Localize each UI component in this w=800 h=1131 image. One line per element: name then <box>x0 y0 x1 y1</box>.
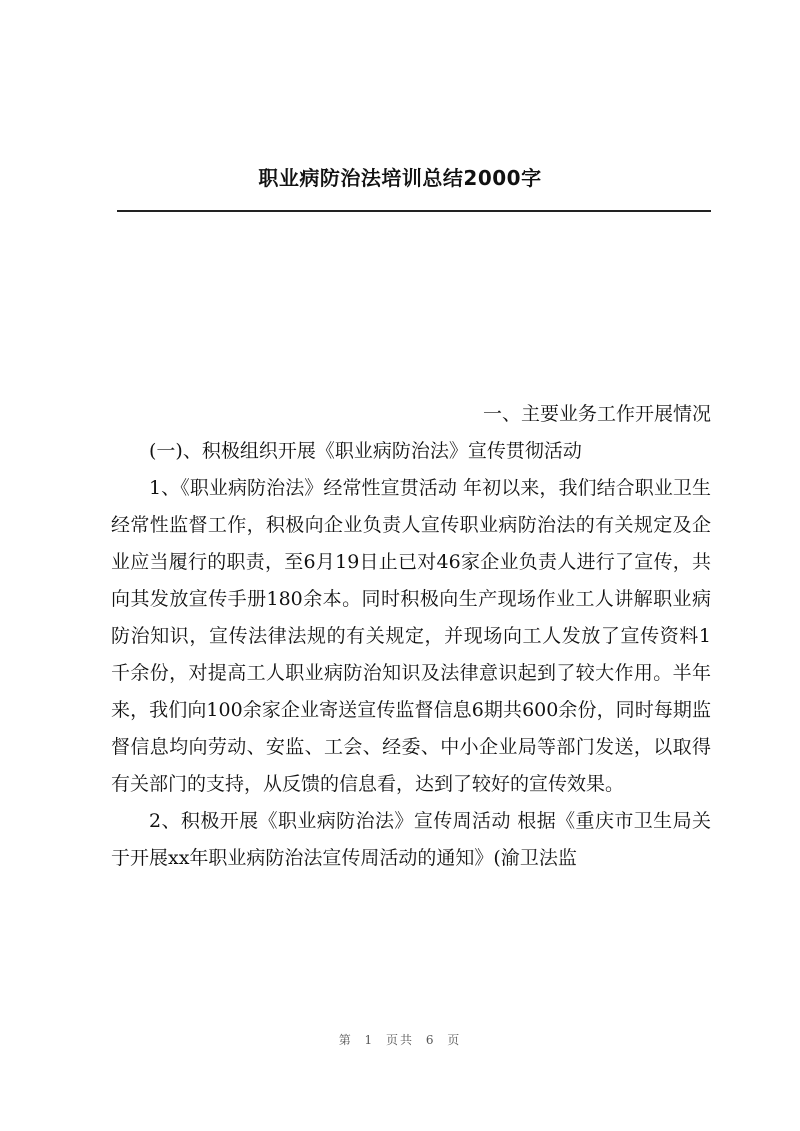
paragraph-2: 2、积极开展《职业病防治法》宣传周活动 根据《重庆市卫生局关于开展xx年职业病防治法宣传周活动的通知》(渝卫法监 <box>111 810 711 869</box>
section-heading: 一、主要业务工作开展情况 <box>482 403 711 425</box>
document-body <box>111 396 711 877</box>
paragraph-1: 1、《职业病防治法》经常性宣贯活动 年初以来，我们结合职业卫生经常性监督工作，积极向企业负责人宣传职业病防治法的有关规定及企业应当履行的职责，至6月19日止已对46家企业负责人进行了宣传，共向其发放宣传手册180余本。同时积极向生产现场作业工人讲解职业病防治知识，宣传法律法规的有关规定，并现场向工人发放了宣传资料1千余份，对提高工人职业病防治知识及法律意识起到了较大作用。半年来，我们向100余家企业寄送宣传监督信息6期共600余份，同时每期监督信息均向劳动、安监、工会、经委、中小企业局等部门发送，以取得有关部门的支持，从反馈的信息看，达到了较好的宣传效果。 <box>111 477 711 795</box>
sub-heading: (一)、积极组织开展《职业病防治法》宣传贯彻活动 <box>149 440 582 462</box>
page-number-footer: 第 1 页共 6 页 <box>338 1033 462 1047</box>
title-divider <box>117 210 711 212</box>
page-title: 职业病防治法培训总结2000字 <box>258 166 542 190</box>
